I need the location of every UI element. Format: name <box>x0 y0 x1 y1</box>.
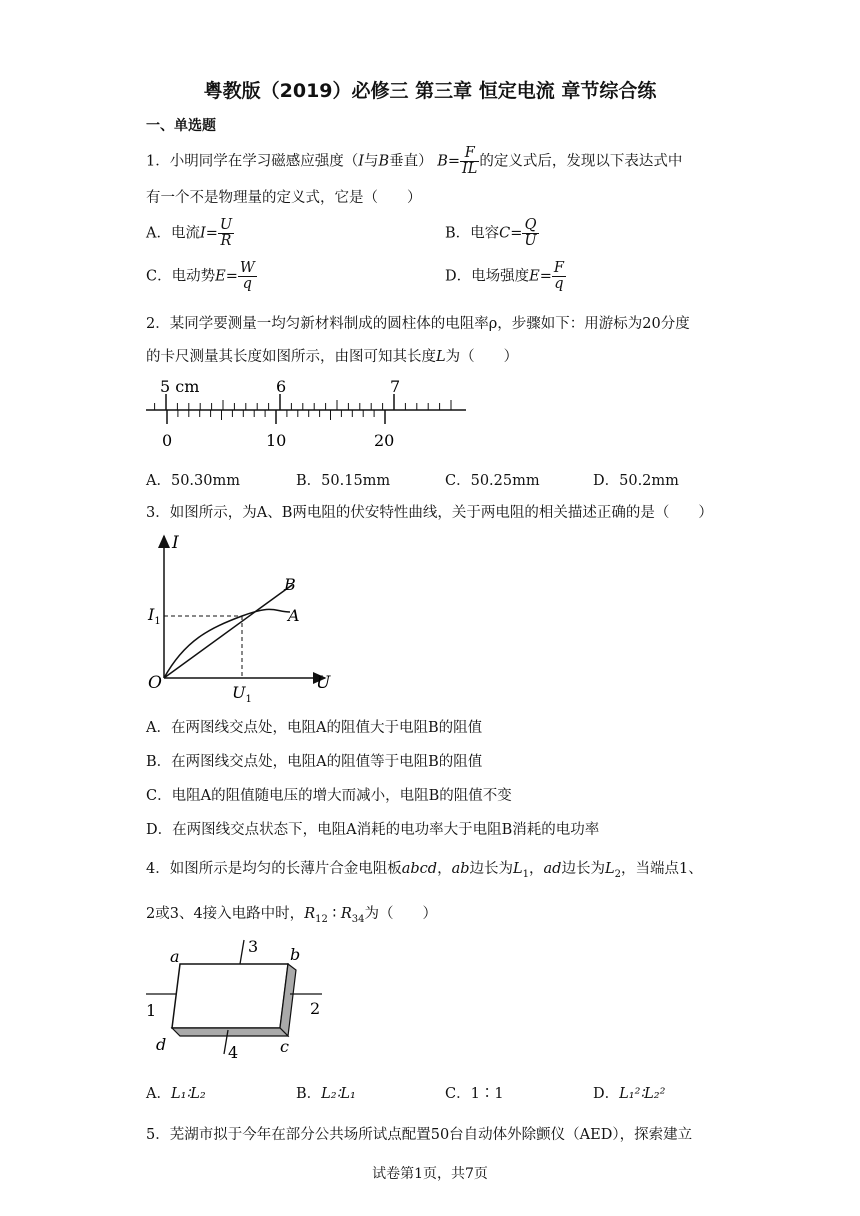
q4-option-b[interactable]: B．L₂∶L₁ <box>296 1086 356 1102</box>
plate-face <box>172 964 288 1028</box>
corner-c-label: c <box>280 1037 289 1056</box>
q4-option-c[interactable]: C．1∶1 <box>445 1086 504 1102</box>
main-scale-label-5: 5 cm <box>160 377 200 396</box>
i1-label: $I_1$ <box>148 605 161 627</box>
q2-line1: 2．某同学要测量一均匀新材料制成的圆柱体的电阻率ρ，步骤如下：用游标为20分度 <box>146 316 690 332</box>
q4-option-a[interactable]: A．L₁∶L₂ <box>146 1086 206 1102</box>
corner-d-label: d <box>156 1035 167 1054</box>
q3-line1: 3．如图所示，为A、B两电阻的伏安特性曲线，关于两电阻的相关描述正确的是（ ） <box>146 505 713 521</box>
q2-option-b[interactable]: B．50.15mm <box>296 473 391 489</box>
q3-option-d[interactable]: D．在两图线交点状态下，电阻A消耗的电功率大于电阻B消耗的电功率 <box>146 822 600 838</box>
q4-line1: 4．如图所示是均匀的长薄片合金电阻板abcd，ab边长为$L_1$，ad边长为$L_2$，当端点1、 <box>146 861 703 880</box>
curve-a-label: A <box>288 606 300 625</box>
i-axis-label: I <box>172 533 179 553</box>
page-footer: 试卷第1页，共7页 <box>372 1166 488 1182</box>
origin-label: O <box>148 673 162 693</box>
q2-option-c[interactable]: C．50.25mm <box>445 473 540 489</box>
vernier-caliper-figure <box>140 372 475 456</box>
q1-option-a[interactable]: A．电流I= $\frac{U}{R}$ <box>146 217 233 250</box>
u1-label: $U_1$ <box>232 683 252 705</box>
q1-option-b[interactable]: B．电容C= $\frac{Q}{U}$ <box>445 217 537 250</box>
q4-option-d[interactable]: D．L₁²∶L₂² <box>593 1086 666 1102</box>
plate-bottom <box>172 1028 288 1036</box>
corner-b-label: b <box>290 945 301 964</box>
page-title: 粤教版（2019）必修三 第三章 恒定电流 章节综合练 <box>203 80 657 102</box>
section-heading: 一、单选题 <box>146 118 216 134</box>
q1-line2: 有一个不是物理量的定义式，它是（ ） <box>146 190 422 206</box>
terminal-2-label: 2 <box>310 999 321 1018</box>
q3-option-a[interactable]: A．在两图线交点处，电阻A的阻值大于电阻B的阻值 <box>146 720 483 736</box>
q3-option-b[interactable]: B．在两图线交点处，电阻A的阻值等于电阻B的阻值 <box>146 754 483 770</box>
curve-a <box>164 609 290 678</box>
q2-line2: 的卡尺测量其长度如图所示，由图可知其长度L为（ ） <box>146 349 519 365</box>
u-axis-label: U <box>316 673 331 693</box>
resistor-plate-figure <box>140 934 340 1062</box>
curve-b-label: B <box>284 575 296 594</box>
terminal-3-label: 3 <box>248 937 259 956</box>
main-scale-label-6: 6 <box>276 377 287 396</box>
vernier-label-0: 0 <box>162 431 173 450</box>
line-b <box>164 585 292 678</box>
q3-option-c[interactable]: C．电阻A的阻值随电压的增大而减小，电阻B的阻值不变 <box>146 788 512 804</box>
vernier-label-20: 20 <box>374 431 395 450</box>
terminal-4-label: 4 <box>228 1043 239 1062</box>
q2-option-d[interactable]: D．50.2mm <box>593 473 679 489</box>
vernier-label-10: 10 <box>266 431 287 450</box>
q4-line2: 2或3、4接入电路中时，$R_{12}$ ∶ $R_{34}$为（ ） <box>146 906 437 925</box>
q1-line1: 1．小明同学在学习磁感应强度（I与B垂直） B= $\frac{F}{IL}$ 的定义式后，发现以下表达式中 <box>146 145 683 178</box>
q2-option-a[interactable]: A．50.30mm <box>146 473 240 489</box>
iv-curve-graph <box>140 528 340 706</box>
main-scale-label-7: 7 <box>390 377 401 396</box>
q1-option-c[interactable]: C．电动势E= $\frac{W}{q}$ <box>146 260 255 293</box>
terminal-3-wire <box>240 940 244 964</box>
q1-option-d[interactable]: D．电场强度E= $\frac{F}{q}$ <box>445 260 564 293</box>
caliper-ticks <box>155 394 451 424</box>
corner-a-label: a <box>170 947 180 966</box>
q5-line1: 5．芜湖市拟于今年在部分公共场所试点配置50台自动体外除颤仪（AED），探索建立 <box>146 1127 693 1143</box>
q1-formula-fraction: $\frac{F}{IL}$ <box>462 145 478 178</box>
terminal-1-label: 1 <box>146 1001 157 1020</box>
